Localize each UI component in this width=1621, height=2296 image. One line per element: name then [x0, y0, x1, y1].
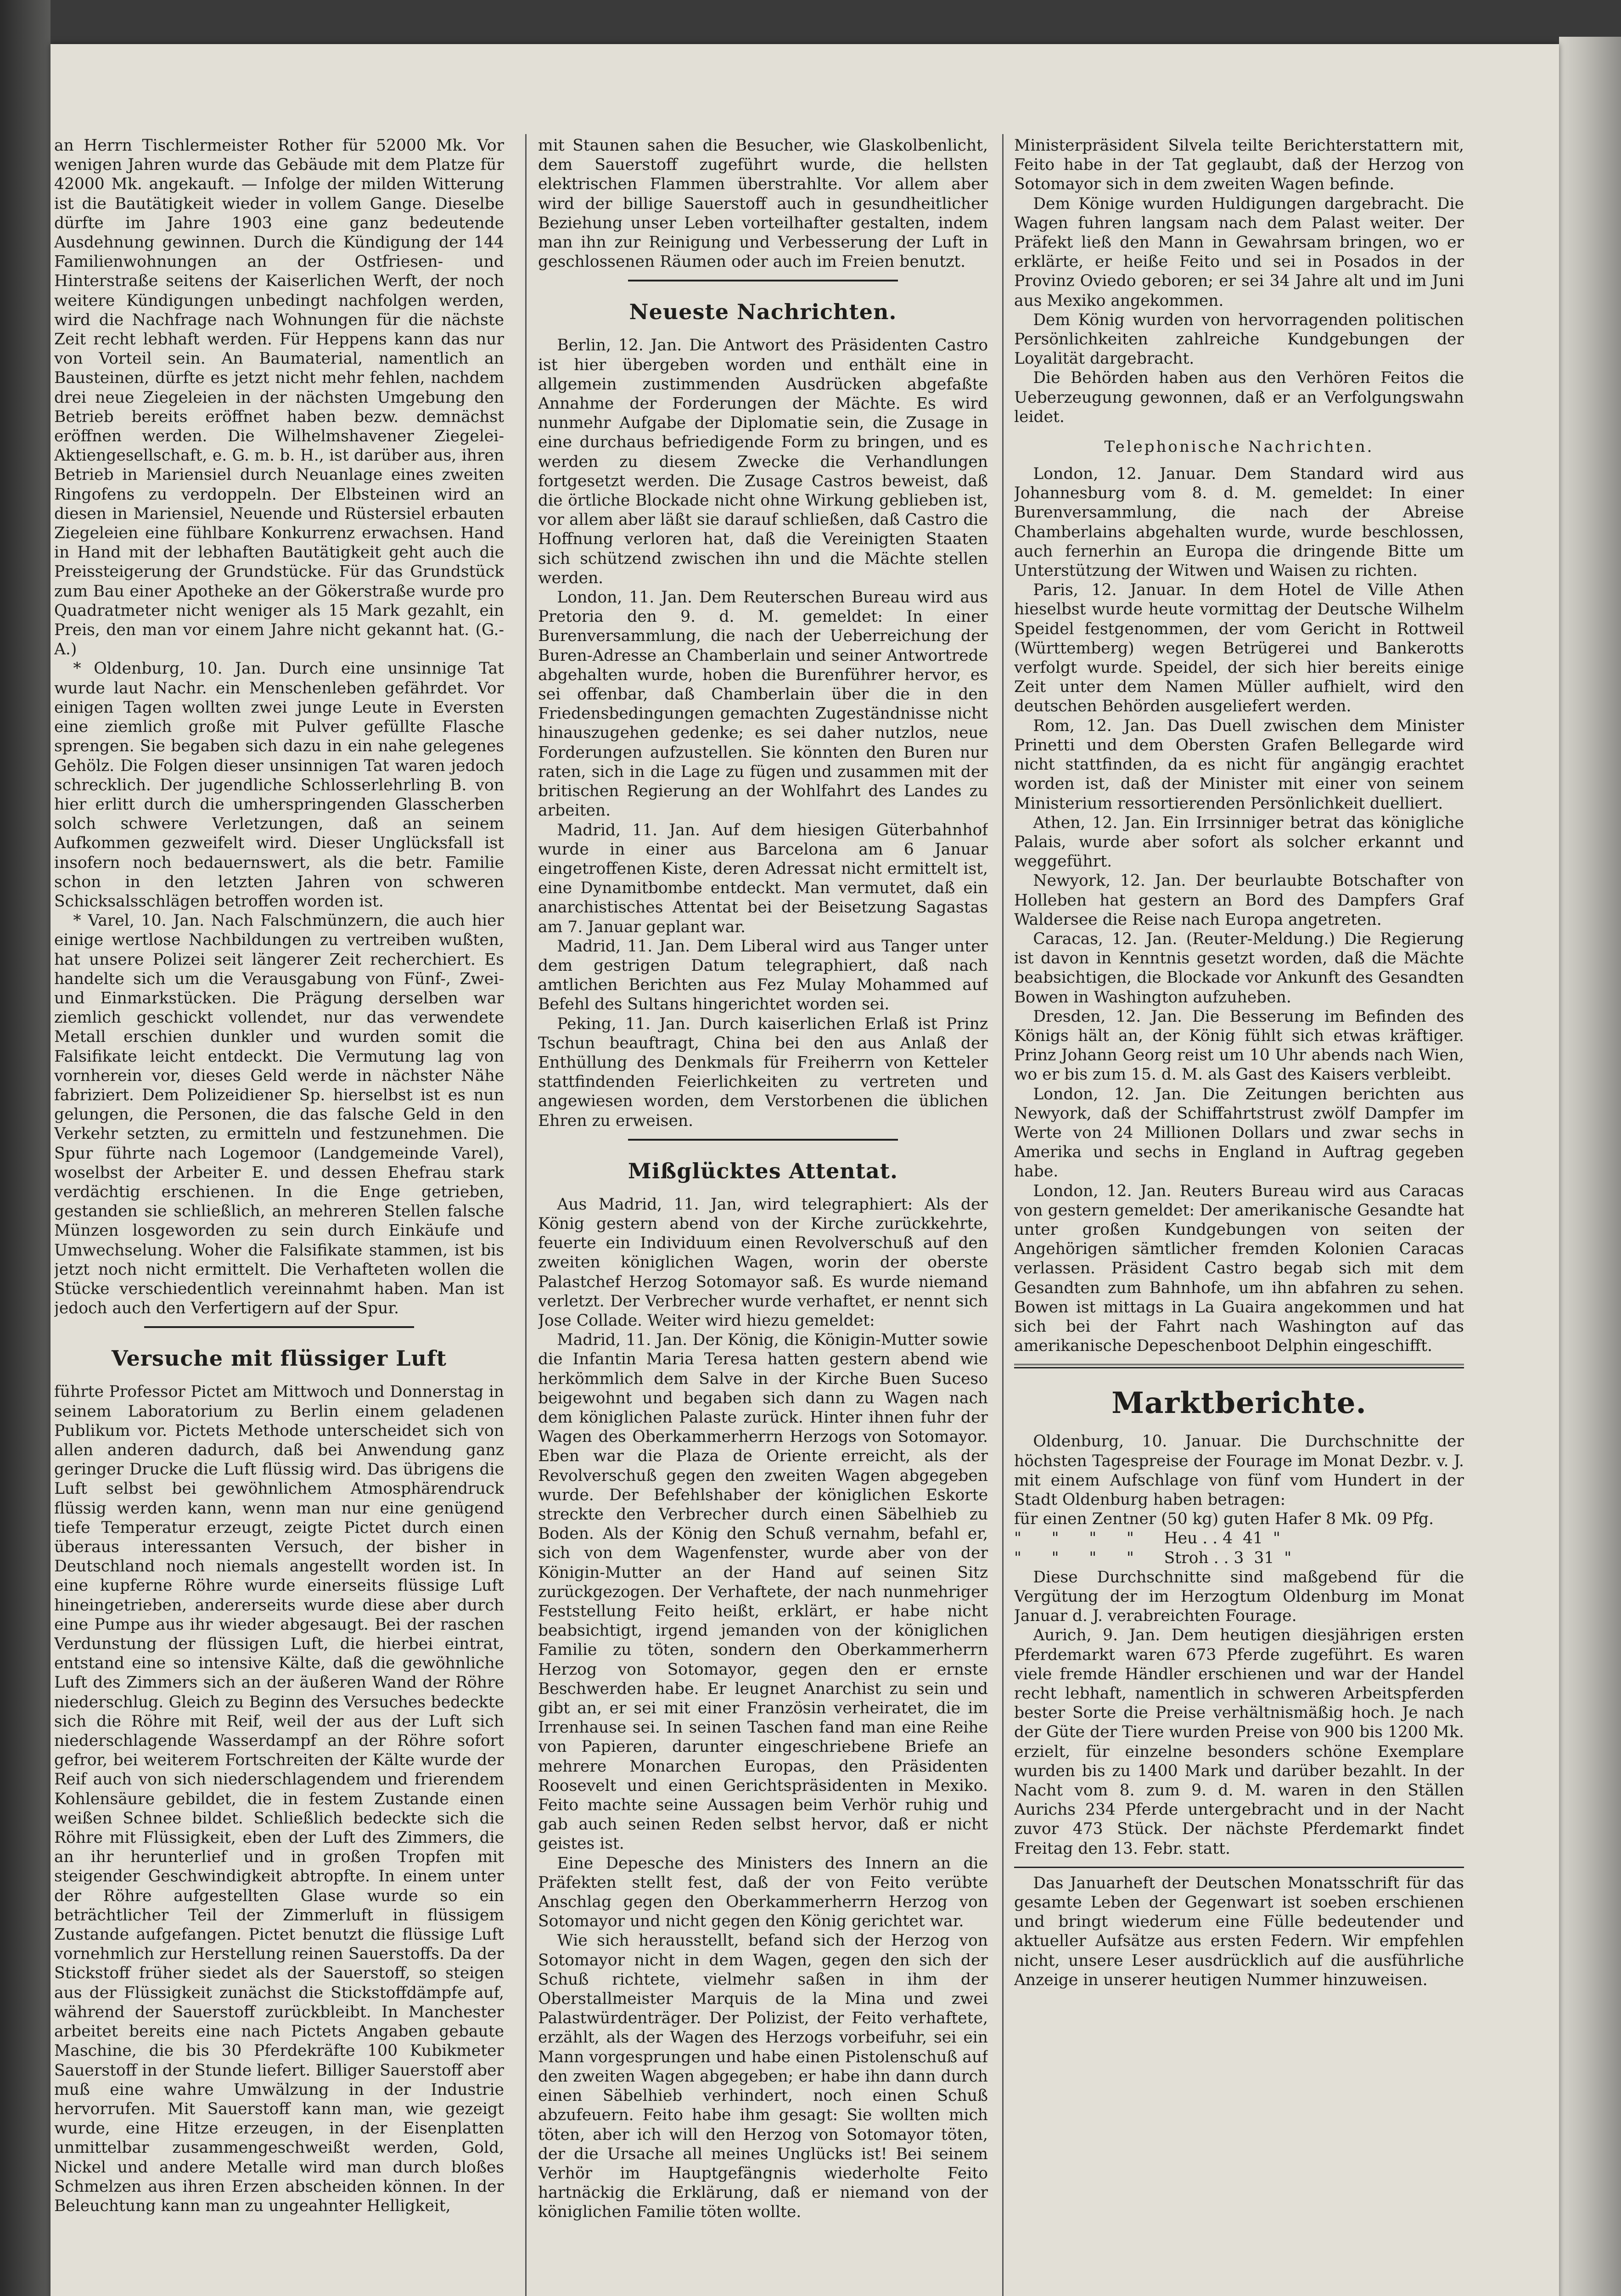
article-text: Madrid, 11. Jan. Dem Liberal wird aus Tanger unter dem gestrigen Datum telegraphiert, daß nach amtlichen Berichten aus Fez Mulay Mohammed auf Befehl des Sultans hingerichtet worden sei. — [538, 937, 988, 1014]
section-title-telephonische: Telephonische Nachrichten. — [1104, 438, 1374, 456]
article-text: mit Staunen sahen die Besucher, wie Glaskolbenlicht, dem Sauerstoff zugeführt wurde, die hellsten elektrischen Flammen überstrahlte. Vor allem aber wird der billige Sauerstoff auch in gesundheitlicher Beziehung unser Leben vorteilhafter gestalten, indem man ihn zur Reinigung und Verbesserung der Luft in geschlossenen Räumen oder auch im Freien benutzt. — [538, 136, 988, 271]
article-text: Eine Depesche des Ministers des Innern an die Präfekten stellt fest, daß der von Feito verübte Anschlag gegen den Oberkammerherrn Herzog von Sotomayor und nicht gegen den König gerichtet war. — [538, 1854, 988, 1931]
article-text: Diese Durchschnitte sind maßgebend für die Vergütung der im Herzogtum Oldenburg im Monat Januar d. J. verabreichten Fourage. — [1014, 1568, 1464, 1626]
article-text: Dresden, 12. Jan. Die Besserung im Befinden des Königs hält an, der König fühlt sich etwas kräftiger. Prinz Johann Georg reist um 10 Uhr abends nach Wien, wo er bis zum 15. d. M. als Gast des Kaisers verbleibt. — [1014, 1007, 1464, 1084]
article-text: Rom, 12. Jan. Das Duell zwischen dem Minister Prinetti und dem Obersten Grafen Bellegarde wird nicht stattfinden, da es nicht für angängig erachtet worden ist, daß der Minister mit einer von seinem Ministerium ressortierenden Persönlichkeit duelliert. — [1014, 716, 1464, 813]
column-3 — [1014, 136, 1464, 2294]
article-text: Aurich, 9. Jan. Dem heutigen diesjährigen ersten Pferdemarkt waren 673 Pferde zugeführt. Es waren viele fremde Händler erschienen und war der Handel recht lebhaft, namentlich in schweren Arbeitspferden bester Sorte die Preise verhältnismäßig hoch. Je nach der Güte der Tiere wurden Preise von 900 bis 1200 Mk. erzielt, für einzelne besonders schöne Exemplare wurden bis zu 1400 Mark und darüber bezahlt. In der Nacht vom 8. zum 9. d. M. waren in den Ställen Aurichs 234 Pferde untergebracht und in der Nacht zuvor 473 Stück. Der nächste Pferdemarkt findet Freitag den 13. Febr. statt. — [1014, 1626, 1464, 1858]
separator — [1014, 1867, 1464, 1868]
newspaper-page — [50, 44, 1559, 2296]
column-rule — [525, 134, 527, 2296]
separator — [628, 280, 898, 281]
article-text: Das Januarheft der Deutschen Monatsschrift für das gesamte Leben der Gegenwart ist soeben erschienen und bringt wiederum eine Fülle bedeutender und aktueller Aufsätze aus ersten Federn. Wir empfehlen nicht, unsere Leser ausdrücklich auf die ausführliche Anzeige in unserer heutigen Nummer hinzuweisen. — [1014, 1874, 1464, 1989]
article-text: London, 11. Jan. Dem Reuterschen Bureau wird aus Pretoria den 9. d. M. gemeldet: In einer Burenversammlung, die nach der Ueberreichung der Buren-Adresse an Chamberlain und seiner Antwortrede abgehalten wurde, hoben die Burenführer hervor, es sei offenbar, daß Chamberlain über die in den Friedensbedingungen gemachten Zugeständnisse nicht hinauszugehen gedenke; es sei daher nutzlos, neue Forderungen aufzustellen. Sie könnten den Buren nur raten, sich in die Lage zu fügen und zusammen mit der britischen Regierung an der Wohlfahrt des Landes zu arbeiten. — [538, 588, 988, 820]
section-title-luft: Versuche mit flüssiger Luft — [112, 1346, 447, 1371]
article-text: * Varel, 10. Jan. Nach Falschmünzern, die auch hier einige wertlose Nachbildungen zu vertreiben wußten, hat unsere Polizei seit längerer Zeit recherchiert. Es handelte sich um die Verausgabung von Fünf-, Zwei- und Einmarkstücken. Die Prägung derselben war ziemlich geschickt vollendet, nur das verwendete Metall erschien dunkler und wurden somit die Falsifikate leicht entdeckt. Die Vermutung lag von vornherein vor, dieses Geld werde in nächster Nähe fabriziert. Dem Polizeidiener Sp. hierselbst ist es nun gelungen, die Personen, die das falsche Geld in den Verkehr setzten, zu ermitteln und festzunehmen. Die Spur führte nach Logemoor (Landgemeinde Varel), woselbst der Arbeiter E. und dessen Ehefrau stark verdächtig erschienen. In die Enge getrieben, gestanden sie schließlich, an mehreren Stellen falsche Münzen losgeworden zu sein durch Einkäufe und Umwechselung. Woher die Falsifikate stammen, ist bis jetzt noch nicht ermittelt. Die Verhafteten wollen die Stücke verschiedentlich vereinnahmt haben. Man ist jedoch auch den Verfertigern auf der Spur. — [54, 912, 504, 1318]
article-text: London, 12. Jan. Reuters Bureau wird aus Caracas von gestern gemeldet: Der amerikanische Gesandte hat unter großen Kundgebungen von seiten der Angehörigen sämtlicher fremden Kolonien Caracas verlassen. Präsident Castro begab sich mit dem Gesandten zum Bahnhofe, um ihn abfahren zu sehen. Bowen ist mittags in La Guaira angekommen und hat sich bei der Fahrt nach Washington auf das amerikanische Depeschenboot Delphin eingeschifft. — [1014, 1182, 1464, 1356]
column-2 — [538, 136, 988, 2294]
article-text: Dem Könige wurden Huldigungen dargebracht. Die Wagen fuhren langsam nach dem Palast weiter. Der Präfekt ließ den Mann in Gewahrsam bringen, wo er erklärte, er heiße Feito und sei in Posados in der Provinz Oviedo geboren; er sei 34 Jahre alt und im Juni aus Mexiko angekommen. — [1014, 194, 1464, 310]
scan-background-left — [0, 0, 50, 2296]
article-text: Ministerpräsident Silvela teilte Berichterstattern mit, Feito habe in der Tat geglaubt, daß der Herzog von Sotomayor sich in dem zweiten Wagen befinde. — [1014, 136, 1464, 194]
article-text: Berlin, 12. Jan. Die Antwort des Präsidenten Castro ist hier übergeben worden und enthält eine in allgemein zustimmenden Ausdrücken abgefaßte Annahme der Forderungen der Mächte. Es wird nunmehr Aufgabe der Diplomatie sein, die Zusage in eine durchaus befriedigende Form zu bringen, und es werden zu diesem Zwecke die Verhandlungen fortgesetzt werden. Die Zusage Castros beweist, daß die örtliche Blockade nicht ohne Wirkung geblieben ist, vor allem aber läßt sie darauf schließen, daß Castro die Hoffnung verloren hat, daß die Vereinigten Staaten sich schützend zwischen ihn und die Mächte stellen werden. — [538, 336, 988, 587]
column-rule — [1002, 134, 1004, 2296]
article-text: Athen, 12. Jan. Ein Irrsinniger betrat das königliche Palais, wurde aber sofort als solcher erkannt und weggeführt. — [1014, 813, 1464, 871]
article-text: an Herrn Tischlermeister Rother für 52000 Mk. Vor wenigen Jahren wurde das Gebäude mit dem Platze für 42000 Mk. angekauft. — Infolge der milden Witterung ist die Bautätigkeit wieder in vollem Gange. Dieselbe dürfte im Jahre 1903 eine ganz bedeutende Ausdehnung gewinnen. Durch die Kündigung der 144 Familienwohnungen an der Ostfriesen- und Hinterstraße seitens der Kaiserlichen Werft, der noch weitere Kündigungen unbedingt nachfolgen werden, wird die Nachfrage nach Wohnungen für die nächste Zeit recht lebhaft werden. Für Heppens kann das nur von Vorteil sein. An Baumaterial, namentlich an Bausteinen, dürfte es jetzt nicht mehr fehlen, nachdem drei neue Ziegeleien in der nächsten Umgebung den Betrieb bereits eröffnet haben bezw. demnächst eröffnen werden. Die Wilhelmshavener Ziegelei-Aktiengesellschaft, e. G. m. b. H., ist darüber aus, ihren Betrieb in Mariensiel durch Neuanlage eines zweiten Ringofens zu verdoppeln. Der Elbsteinen wird an diesen in Mariensiel, Neuende und Rüstersiel erbauten Ziegeleien eine fühlbare Konkurrenz erwachsen. Hand in Hand mit der lebhaften Bautätigkeit geht auch die Preissteigerung der Grundstücke. Für das Grundstück zum Bau einer Apotheke an der Gökerstraße wurde pro Quadratmeter nicht weniger als 15 Mark gezahlt, ein Preis, den man vor einem Jahre nicht gekannt hat. (G.-A.) — [54, 136, 504, 659]
separator — [144, 1326, 414, 1328]
price-line: " " " " Stroh . . 3 31 " — [1014, 1548, 1292, 1567]
article-text: Aus Madrid, 11. Jan, wird telegraphiert: Als der König gestern abend von der Kirche zurückkehrte, feuerte ein Individuum einen Revolverschuß auf den zweiten königlichen Wagen, worin der oberste Palastchef Herzog Sotomayor saß. Es wurde niemand verletzt. Der Verbrecher wurde verhaftet, er nennt sich Jose Collade. Weiter wird hiezu gemeldet: — [538, 1195, 988, 1330]
article-text: * Oldenburg, 10. Jan. Durch eine unsinnige Tat wurde laut Nachr. ein Menschenleben gefährdet. Vor einigen Tagen wollten zwei junge Leute in Eversten eine ziemlich große mit Pulver gefüllte Flasche sprengen. Sie begaben sich dazu in ein nahe gelegenes Gehölz. Die Folgen dieser unsinnigen Tat waren jedoch schrecklich. Der jugendliche Schlosserlehrling B. von hier erlitt durch die umherspringenden Glasscherben solch schwere Verletzungen, daß an seinem Aufkommen gezweifelt wird. Dieser Unglücksfall ist insofern noch bedauernswert, als die betr. Familie schon in den letzten Jahren von schweren Schicksalsschlägen betroffen worden ist. — [54, 659, 504, 911]
article-text: Paris, 12. Januar. In dem Hotel de Ville Athen hieselbst wurde heute vormittag der Deutsche Wilhelm Speidel festgenommen, der vom Gericht in Rottweil (Württemberg) wegen Betrügerei und Bankerotts verfolgt wurde. Speidel, der sich hier bereits einige Zeit unter dem Namen Müller aufhielt, wird den deutschen Behörden ausgeliefert werden. — [1014, 581, 1464, 716]
article-text: Newyork, 12. Jan. Der beurlaubte Botschafter von Holleben hat gestern an Bord des Dampfers Graf Waldersee die Reise nach Europa angetreten. — [1014, 872, 1464, 929]
article-text: führte Professor Pictet am Mittwoch und Donnerstag in seinem Laboratorium zu Berlin einem geladenen Publikum vor. Pictets Methode unterscheidet sich von allen anderen dadurch, daß bei Anwendung ganz geringer Drucke die Luft flüssig wird. Das übrigens die Luft selbst bei gewöhnlichem Atmosphärendruck flüssig werden kann, wenn man nur eine genügend tiefe Temperatur erzeugt, zeigte Pictet durch einen überaus interessanten Versuch, der bisher in Deutschland noch niemals angestellt worden ist. In eine kupferne Röhre wurde einerseits flüssige Luft hineingetrieben, andererseits wurde diese aber durch eine Pumpe aus ihr wieder abgesaugt. Bei der raschen Verdunstung der flüssigen Luft, die hierbei eintrat, entstand eine so intensive Kälte, daß die gewöhnliche Luft des Zimmers sich an der äußeren Wand der Röhre niederschlug. Gleich zu Beginn des Versuches bedeckte sich die Röhre mit Reif, weil der aus der Luft sich niederschlagende Wasserdampf an der Röhre sofort gefror, bei weiterem Fortschreiten der Kälte wurde der Reif auch von sich niederschlagendem und frierendem Kohlensäure gebildet, die in festem Zustande einen weißen Schnee bildet. Schließlich bedeckte sich die Röhre mit Flüssigkeit, eben der Luft des Zimmers, die an ihr herunterlief und in großen Tropfen mit steigender Geschwindigkeit abtropfte. In einem unter der Röhre aufgestellten Glase wurde so ein beträchtlicher Teil der Zimmerluft in flüssigem Zustande aufgefangen. Pictet benutzt die flüssige Luft vornehmlich zur Herstellung reinen Sauerstoffs. Da der Stickstoff früher siedet als der Sauerstoff, so steigen aus der Flüssigkeit zunächst die Stickstoffdämpfe auf, während der Sauerstoff zurückbleibt. In Manchester arbeitet bereits eine nach Pictets Angaben gebaute Maschine, die bis 30 Pferdekräfte 100 Kubikmeter Sauerstoff in der Stunde liefert. Billiger Sauerstoff aber muß eine wahre Umwälzung in der Industrie hervorrufen. Mit Sauerstoff kann man, wie gezeigt wurde, eine Hitze erzeugen, in der Eisenplatten unmittelbar zusammengeschweißt werden, Gold, Nickel und andere Metalle wird man durch bloßes Schmelzen aus ihren Erzen abscheiden können. In der Beleuchtung kann man zu ungeahnter Helligkeit, — [54, 1383, 504, 2215]
article-text: Wie sich herausstellt, befand sich der Herzog von Sotomayor nicht in dem Wagen, gegen den sich der Schuß richtete, vielmehr saßen in ihm der Oberstallmeister Marquis de la Mina und zwei Palastwürdenträger. Der Polizist, der Feito verhaftete, erzählt, als der Wagen des Herzogs vorbeifuhr, sei ein Mann vorgesprungen und habe einen Pistolenschuß auf den zweiten Wagen abgegeben; er habe ihn dann durch einen Säbelhieb verhindert, noch einen Schuß abzufeuern. Feito habe ihm gesagt: Sie wollten mich töten, aber ich will den Herzog von Sotomayor töten, der die Ursache all meines Unglücks ist! Bei seinem Verhör im Hauptgefängnis wiederholte Feito hartnäckig die Erklärung, daß er niemand von der königlichen Familie töten wollte. — [538, 1931, 988, 2222]
separator — [1014, 1364, 1464, 1368]
article-text: London, 12. Jan. Die Zeitungen berichten aus Newyork, daß der Schiffahrtstrust zwölf Dampfer im Werte von 24 Millionen Dollars und zwar sechs in Amerika und sechs in England in Auftrag gegeben habe. — [1014, 1085, 1464, 1181]
section-title-neueste: Neueste Nachrichten. — [629, 299, 897, 325]
section-title-markt: Marktberichte. — [1111, 1386, 1367, 1421]
article-text: Die Behörden haben aus den Verhören Feitos die Ueberzeugung gewonnen, daß er an Verfolgungswahn leidet. — [1014, 369, 1464, 426]
price-line: für einen Zentner (50 kg) guten Hafer 8 Mk. 09 Pfg. — [1014, 1510, 1434, 1529]
article-text: Oldenburg, 10. Januar. Die Durchschnitte der höchsten Tagespreise der Fourage im Monat Dezbr. v. J. mit einem Aufschlage von fünf vom Hundert in der Stadt Oldenburg haben betragen: — [1014, 1432, 1464, 1509]
section-title-attentat: Mißglücktes Attentat. — [628, 1158, 898, 1183]
article-text: Caracas, 12. Jan. (Reuter-Meldung.) Die Regierung ist davon in Kenntnis gesetzt worden, daß die Mächte beabsichtigen, die Blockade vor Ankunft des Gesandten Bowen in Washington aufzuheben. — [1014, 929, 1464, 1007]
article-text: Dem König wurden von hervorragenden politischen Persönlichkeiten zahlreiche Kundgebungen der Loyalität dargebracht. — [1014, 310, 1464, 368]
page-edge-right — [1559, 37, 1621, 2296]
article-text: London, 12. Januar. Dem Standard wird aus Johannesburg vom 8. d. M. gemeldet: In einer Burenversammlung, die nach der Abreise Chamberlains abgehalten wurde, wurde beschlossen, auch fernerhin an Europa die dringende Bitte um Unterstützung der Witwen und Waisen zu richten. — [1014, 465, 1464, 580]
price-line: " " " " Heu . . 4 41 " — [1014, 1529, 1280, 1548]
article-text: Peking, 11. Jan. Durch kaiserlichen Erlaß ist Prinz Tschun beauftragt, China bei den aus Anlaß der Enthüllung des Denkmals für Freiherrn von Ketteler stattfindenden Feierlichkeiten zu vertreten und angewiesen worden, dem Verstorbenen die üblichen Ehren zu erweisen. — [538, 1014, 988, 1130]
separator — [628, 1139, 898, 1141]
column-1 — [54, 136, 504, 2294]
article-text: Madrid, 11. Jan. Auf dem hiesigen Güterbahnhof wurde in einer aus Barcelona am 6 Januar eingetroffenen Kiste, deren Adressat nicht ermittelt ist, eine Dynamitbombe entdeckt. Man vermutet, daß ein anarchistisches Attentat bei der Beisetzung Sagastas am 7. Januar geplant war. — [538, 821, 988, 936]
article-text: Madrid, 11. Jan. Der König, die Königin-Mutter sowie die Infantin Maria Teresa hatten gestern abend wie herkömmlich dem Salve in der Kirche Buen Suceso beigewohnt und begaben sich dann zu Wagen nach dem königlichen Palaste zurück. Hinter ihnen fuhr der Wagen des Oberkammerherrn Herzogs von Sotomayor. Eben war die Plaza de Oriente erreicht, als der Revolverschuß gegen den zweiten Wagen abgegeben wurde. Der Befehlshaber der königlichen Eskorte streckte den Verbrecher durch einen Säbelhieb zu Boden. Als der König den Schuß vernahm, befahl er, sich von dem Wagenfenster, wurde aber von der Königin-Mutter an der Hand auf seinen Sitz zurückgezogen. Der Verhaftete, der nach nunmehriger Feststellung Feito heißt, erklärt, er habe nicht beabsichtigt, irgend jemanden von der königlichen Familie zu töten, sondern den Oberkammerherrn Herzog von Sotomayor, gegen den er ernste Beschwerden habe. Er leugnet Anarchist zu sein und gibt an, er sei mit einer Französin verheiratet, die im Irrenhause sei. In seinen Taschen fand man eine Reihe von Papieren, darunter eingeschriebene Briefe an mehrere Monarchen Europas, den Präsidenten Roosevelt und einen Gerichtspräsidenten in Mexiko. Feito machte seine Aussagen beim Verhör ruhig und gab auch seinen Reden selbst hervor, daß er nicht geistes ist. — [538, 1331, 988, 1853]
